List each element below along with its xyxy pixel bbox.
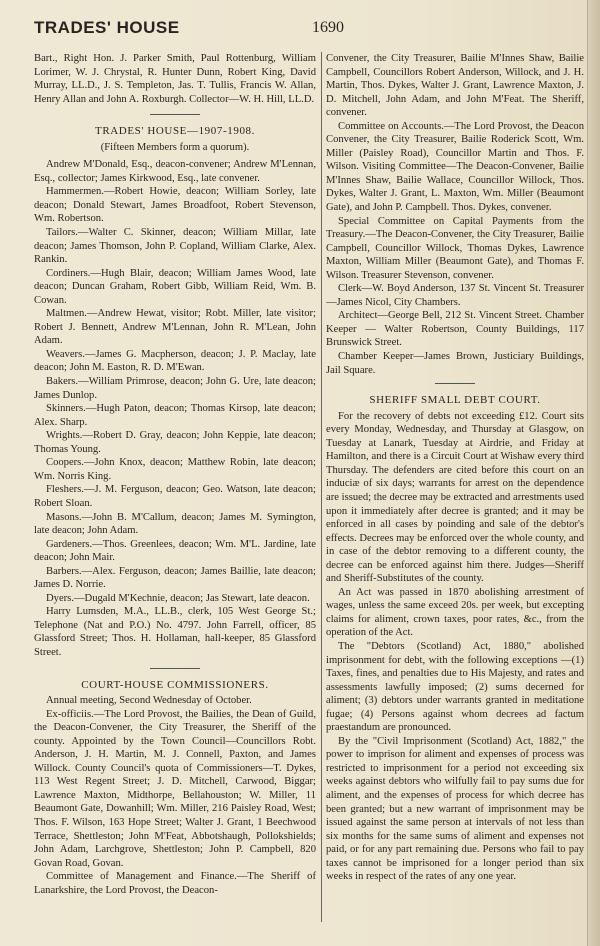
trades-house-heading: TRADES' HOUSE—1907-1908. [95,125,255,138]
sheriff-court-heading: SHERIFF SMALL DEBT COURT. [369,394,541,407]
sheriff-entry: The "Debtors (Scotland) Act, 1880," abolished imprisonment for debt, with the following exceptions —(1) Taxes, fines, and penalties due to His Majesty, and rates and assessments lawfully imposed; (2) sums decerned for aliment; (3) debtors under warrants granted in meditatione fugae; (4) Persons against whom decrees ad factum praestandum are pronounced. [326,640,584,734]
left-column [34,52,316,897]
adjacent-page-edge [587,0,600,946]
officials-entry: Architect—George Bell, 212 St. Vincent Street. Chamber Keeper — Walter Robertson, County Buildings, 117 Brunswick Street. [326,310,584,349]
intro-paragraph: Bart., Right Hon. J. Parker Smith, Paul Rottenburg, William Lorimer, W. J. Chrystal, R. Hunter Dunn, Robert King, David Murray, LL.D., J. S. Templeton, Jas. T. Tullis, Francis W. Allan, Henry Allan and John A. Roxburgh. Collector—W. H. Hill, LL.D. [34,53,316,105]
trades-entry: Tailors.—Walter C. Skinner, deacon; William Millar, late deacon; James Thomson, John P. Copland, William Clarke, Alex. Rankin. [34,227,316,266]
officials-entry: Clerk—W. Boyd Anderson, 137 St. Vincent St. Treasurer—James Nicol, City Chambers. [326,283,584,308]
trades-entry: Hammermen.—Robert Howie, deacon; William Sorley, late deacon; Donald Stewart, James Broadfoot, Robert Stevenson, Wm. Robertson. [34,186,316,225]
committee-entry: Committee on Accounts.—The Lord Provost, the Deacon Convener, the City Treasurer, Bailie Roderick Scott, Wm. Miller (Paisley Road), Councillor Martin and Thos. F. Wilson. Visiting Committee—The Deacon-Convener, Bailie M'Innes Shaw, Bailie Wallace, Councillor Willock, Thos. Dykes, Walter J. Grant, L. Maxton, Wm. Miller (Beaumont Gate), and John P. Campbell. Thos. Dykes, convener. [326,120,584,214]
trades-entry: Fleshers.—J. M. Ferguson, deacon; Geo. Watson, late deacon; Robert Sloan. [34,484,316,509]
officials-entry: Chamber Keeper—James Brown, Justiciary Buildings, Jail Square. [326,351,584,376]
running-head: TRADES' HOUSE [34,18,180,37]
sheriff-entry: For the recovery of debts not exceeding £12. Court sits every Monday, Wednesday, and Thursday at Glasgow, on Tuesday at Lanark, Tuesday at Airdrie, and Friday at Hamilton, and there is a Circuit Court at Wishaw every third Thursday. The defenders are cited before this court on an induciæ of six days; warrants for arrest on the dependence are issued; the decree may be extracted and arrestments used upon it immediately after decree is granted; and it may be enforced in all cases by poinding and sale of the debtor's effects. Decrees may be enforced over the whole county, and in case of the debtor removing to a different county, the decree can be enforced against him there. Judges—Sheriff and Sheriff-Substitutes of the county. [326,410,584,585]
column-divider [321,52,322,922]
section-rule [435,383,475,384]
court-entry: Annual meeting, Second Wednesday of October. [46,695,252,707]
right-column [326,52,584,884]
court-house-heading: COURT-HOUSE COMMISSIONERS. [81,678,269,691]
trades-house-subheading: (Fifteen Members form a quorum). [100,141,250,153]
trades-entry: Wrights.—Robert D. Gray, deacon; John Keppie, late deacon; Thomas Young. [34,430,316,455]
trades-entry: Weavers.—James G. Macpherson, deacon; J. P. Maclay, late deacon; John M. Easton, R. D. M'Ewan. [34,348,316,374]
trades-entry: Cordiners.—Hugh Blair, deacon; William James Wood, late deacon; Duncan Graham, Robert Gibb, William Reid, Wm. B. Cowan. [34,267,316,306]
trades-entry: Coopers.—John Knox, deacon; Matthew Robin, late deacon; Wm. Norris King. [34,457,316,482]
continued-paragraph: Convener, the City Treasurer, Bailie M'Innes Shaw, Bailie Campbell, Councillors Robert Anderson, Willock, and J. H. Martin, Thos. Dykes, Walter J. Grant, Lawrence Maxton, J. D. Mitchell, John Adam, and John M'Feat. The Sheriff, convener. [326,53,584,119]
sheriff-entry: By the "Civil Imprisonment (Scotland) Act, 1882," the power to imprison for aliment and expenses of process was restricted to imprisonment for a period not exceeding six weeks against debtors who wilfully fail to pay sums due for aliment, and the expenses of process for which decree has been granted; but a new warrant of imprisonment may be issued against the same person at intervals of not less than six months for the same sums of aliment and expenses not paid, or for any part remaining due. Persons who fail to pay taxes cannot be imprisoned for a longer period than six weeks in respect of the rates of any one year. [326,735,584,883]
trades-entry: Skinners.—Hugh Paton, deacon; Thomas Kirsop, late deacon; Alex. Sharp. [34,403,316,428]
sheriff-entry: An Act was passed in 1870 abolishing arrestment of wages, unless the same exceed 20s. per week, but excepting claims for aliment, crown taxes, poor rates, &c., from the operation of the Act. [326,586,584,639]
trades-entry: Andrew M'Donald, Esq., deacon-convener; Andrew M'Lennan, Esq., collector; James Kirkwood, Esq., late convener. [34,159,316,184]
trades-entry: Maltmen.—Andrew Hewat, visitor; Robt. Miller, late visitor; Robert J. Bennett, Andrew M'Lennan, John R. M'Lean, John Adam. [34,308,316,347]
court-entry: Committee of Management and Finance.—The Sheriff of Lanarkshire, the Lord Provost, the Deacon- [34,871,316,896]
section-rule [150,668,200,669]
page-header [34,18,582,42]
trades-entry: Harry Lumsden, M.A., LL.B., clerk, 105 West George St.; Telephone (Nat and P.O.) No. 4797. John Farrell, officer, 85 Glassford Street; Thos. H. Hollaman, hall-keeper, 85 Glassford Street. [34,606,316,658]
trades-entry: Barbers.—Alex. Ferguson, deacon; James Baillie, late deacon; James D. Norrie. [34,565,316,591]
section-rule [150,114,200,115]
court-entry: Ex-officiis.—The Lord Provost, the Bailies, the Dean of Guild, the Deacon-Convener, the City Treasurer, the Sheriff of the county. Appointed by the Town Council—Councillors Robt. Anderson, J. H. Martin, M. J. Connell, Paxton, and James Willock. County Council's quota of Commissioners—T. Dykes, 113 West Regent Street; J. D. Mitchell, Carwood, Biggar; Lawrence Maxton, Midthorpe, Bellahouston; W. Miller, 11 Beaumont Gate, Dowanhill; Wm. Miller, 216 Paisley Road, West; Thos. F. Wilson, 163 Hope Street; Walter J. Grant, 1 Beechwood Terrace, Shettleston; John M'Feat, Abbotshaugh, Pollokshields; John Adam, Larchgrove, Shettleston; John P. Campbell, 820 Govan Road, Govan. [34,708,316,869]
committee-entry: Special Committee on Capital Payments from the Treasury.—The Deacon-Convener, the City Treasurer, Bailie Campbell, Councillor Willock, Thomas Dykes, Lawrence Maxton, William Miller (Beaumont Gate), and Thomas F. Wilson. Treasurer Stevenson, convener. [326,215,584,281]
trades-entry: Dyers.—Dugald M'Kechnie, deacon; Jas Stewart, late deacon. [46,592,310,604]
trades-entry: Gardeners.—Thos. Greenlees, deacon; Wm. M'L. Jardine, late deacon; John Mair. [34,538,316,564]
page-number: 1690 [312,19,344,36]
trades-entry: Masons.—John B. M'Callum, deacon; James M. Symington, late deacon; John Adam. [34,511,316,537]
trades-entry: Bakers.—William Primrose, deacon; John G. Ure, late deacon; James Dunlop. [34,376,316,401]
